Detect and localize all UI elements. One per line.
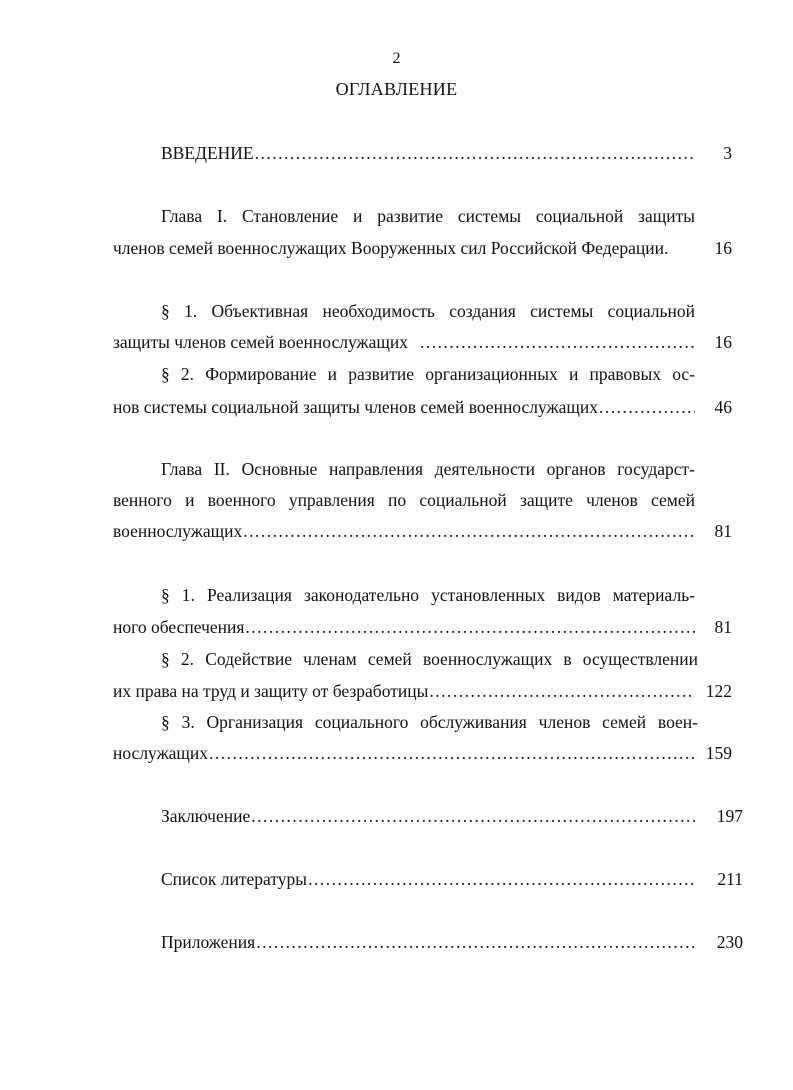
- toc-page-number: 159: [705, 743, 732, 763]
- toc-entry-label: ВВЕДЕНИЕ: [161, 143, 254, 163]
- toc-entry-label: Заключение: [161, 806, 251, 826]
- toc-page-number: 46: [714, 397, 732, 417]
- toc-chapter-1-line-1: Глава I. Становление и развитие системы социальной защиты: [161, 206, 695, 226]
- toc-entry-label: Приложения: [161, 932, 256, 952]
- toc-entry-label: Список литературы: [161, 869, 308, 889]
- toc-entry-label: защиты членов семей военнослужащих: [113, 332, 408, 352]
- toc-page-number: 81: [714, 521, 732, 541]
- toc-entry-references: [161, 867, 697, 891]
- toc-entry-label: нослужащих: [113, 743, 209, 763]
- dot-leader: [255, 141, 694, 165]
- toc-ch2-section-1-line-1: § 1. Реализация законодательно установленных видов материаль-: [161, 585, 695, 605]
- toc-ch1-section-2-line-2: [113, 395, 695, 419]
- toc-page-number: 122: [705, 681, 732, 701]
- dot-leader: [243, 519, 695, 543]
- toc-chapter-2-line-1: Глава II. Основные направления деятельности органов государст-: [161, 459, 695, 479]
- toc-page-number: 3: [723, 143, 732, 163]
- toc-entry-label: военнослужащих: [113, 521, 243, 541]
- dot-leader: [429, 679, 695, 703]
- toc-ch2-section-3-line-2: [113, 741, 698, 765]
- dot-leader: [308, 867, 697, 891]
- toc-page-number: 230: [716, 932, 743, 952]
- toc-page-number: 16: [714, 332, 732, 352]
- toc-ch2-section-2-line-2: [113, 679, 695, 703]
- toc-ch1-section-1-line-1: § 1. Объективная необходимость создания системы социальной: [161, 301, 695, 321]
- dot-leader: [245, 615, 698, 639]
- toc-chapter-1-line-2: членов семей военнослужащих Вооруженных сил Российской Федерации.: [113, 238, 669, 258]
- toc-entry-label: ного обеспечения: [113, 617, 245, 637]
- toc-ch2-section-3-line-1: § 3. Организация социального обслуживания членов семей воен-: [161, 712, 698, 732]
- page-title: ОГЛАВЛЕНИЕ: [335, 79, 458, 99]
- toc-ch2-section-2-line-1: § 2. Содействие членам семей военнослужащих в осуществлении: [161, 649, 698, 669]
- toc-ch1-section-2-line-1: § 2. Формирование и развитие организационных и правовых ос-: [161, 364, 695, 384]
- page-number: 2: [392, 50, 401, 67]
- toc-chapter-2-line-3: [113, 519, 695, 543]
- dot-leader: [256, 930, 697, 954]
- toc-entry-label: нов системы социальной защиты членов семей военнослужащих: [113, 397, 598, 417]
- dot-leader: [251, 804, 697, 828]
- toc-page-number: 16: [714, 238, 732, 258]
- toc-entry-appendices: [161, 930, 697, 954]
- dot-leader: [209, 741, 698, 765]
- dot-leader: [420, 330, 695, 354]
- toc-entry-conclusion: [161, 804, 697, 828]
- toc-page-number: 81: [714, 617, 732, 637]
- toc-chapter-2-line-2: венного и военного управления по социальной защите членов семей: [113, 490, 695, 510]
- toc-entry-label: их права на труд и защиту от безработицы: [113, 681, 429, 701]
- toc-ch2-section-1-line-2: [113, 615, 698, 639]
- toc-ch1-section-1-line-2: [113, 330, 695, 354]
- toc-page-number: 211: [717, 869, 743, 889]
- toc-entry-intro: [161, 141, 694, 165]
- toc-page-number: 197: [716, 806, 743, 826]
